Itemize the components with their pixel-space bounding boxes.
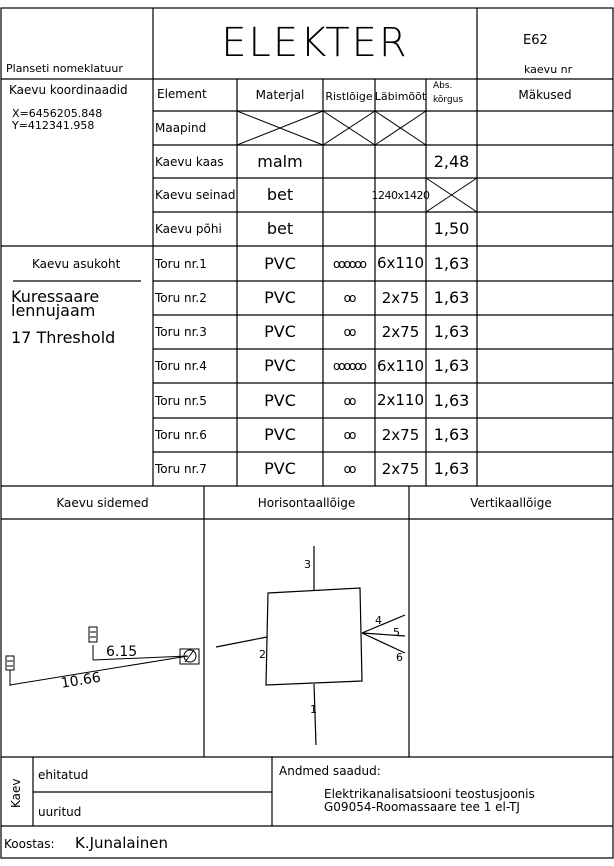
distance-label-1: 6.15 <box>106 644 138 660</box>
location-line2: lennujaam <box>11 301 96 320</box>
well-vertical-label: Kaev <box>9 778 23 808</box>
section-horizontal: Horisontaallõige <box>257 495 356 510</box>
section-vertical: Vertikaallõige <box>470 495 552 510</box>
row-cross-section: oo <box>343 428 355 442</box>
row-height: 1,63 <box>433 390 470 410</box>
row-cross-section: oo <box>343 291 355 305</box>
row-diameter: 2x75 <box>381 322 420 341</box>
row-material: PVC <box>264 425 296 444</box>
well-number-label: kaevu nr <box>524 63 573 76</box>
row-diameter <box>375 111 426 145</box>
surveyed-label: uuritud <box>38 805 82 819</box>
row-element: Toru nr.5 <box>155 393 207 408</box>
row-cross-section <box>323 111 375 145</box>
row-element: Kaevu kaas <box>155 154 224 169</box>
pipe-label-4: 4 <box>375 614 382 627</box>
row-height <box>426 111 477 145</box>
row-diameter: 1240x1420 <box>371 188 430 202</box>
row-diameter <box>375 212 426 246</box>
col-header-diameter: Läbimõõt <box>374 89 427 103</box>
row-material: PVC <box>264 459 296 478</box>
row-element: Kaevu seinad <box>155 188 236 202</box>
row-height: 1,63 <box>433 322 470 341</box>
row-material: malm <box>257 151 303 171</box>
row-element: Toru nr.1 <box>155 256 207 271</box>
row-height: 1,63 <box>433 288 470 307</box>
nomenclature-label: Planseti nomeklatuur <box>6 62 123 75</box>
row-diameter: 2x75 <box>381 425 420 444</box>
row-diameter <box>375 145 426 178</box>
row-cross-section <box>323 212 375 246</box>
coordinate-x: X=6456205.848 <box>12 107 103 120</box>
author-label: Koostas: <box>4 837 55 851</box>
row-height: 1,50 <box>433 219 470 238</box>
pipe-label-2: 2 <box>259 648 266 661</box>
row-cross-section <box>323 145 375 178</box>
location-label: Kaevu asukoht <box>32 257 121 271</box>
col-header-abs-top: Abs. <box>433 81 453 91</box>
row-material: PVC <box>264 390 296 410</box>
row-height <box>426 178 477 212</box>
row-diameter: 6x110 <box>376 356 425 375</box>
col-header-cross-section: Ristlõige <box>325 89 373 103</box>
row-diameter: 6x110 <box>376 254 425 272</box>
row-material: bet <box>266 219 294 238</box>
distance-label-2: 10.66 <box>59 669 102 692</box>
row-element: Toru nr.7 <box>155 462 207 476</box>
row-height: 1,63 <box>433 356 470 375</box>
section-connections: Kaevu sidemed <box>56 495 149 510</box>
author-name: K.Junalainen <box>75 834 169 852</box>
row-cross-section: oo <box>343 325 355 339</box>
row-height: 1,63 <box>433 253 470 273</box>
row-diameter: 2x75 <box>381 288 420 307</box>
row-material: PVC <box>264 253 296 273</box>
row-diameter: 2x75 <box>381 459 420 478</box>
row-element: Toru nr.6 <box>155 428 207 442</box>
location-line1: Kuressaare <box>11 287 100 306</box>
row-height: 1,63 <box>433 459 470 478</box>
row-cross-section: oo <box>343 462 355 476</box>
row-material: bet <box>266 185 294 204</box>
pipe-label-3: 3 <box>304 558 311 571</box>
location-line3: 17 Threshold <box>11 328 116 347</box>
row-cross-section: oooooo <box>332 256 366 271</box>
row-element: Toru nr.2 <box>155 291 207 305</box>
row-element: Toru nr.3 <box>155 325 207 339</box>
col-header-notes: Mäkused <box>518 88 572 102</box>
row-material: PVC <box>264 356 296 375</box>
row-element: Maapind <box>155 121 207 135</box>
pipe-label-6: 6 <box>396 651 403 664</box>
row-material: PVC <box>264 322 296 341</box>
col-header-abs-bottom: kõrgus <box>433 95 464 105</box>
row-cross-section: oooooo <box>332 359 366 373</box>
col-header-element: Element <box>157 87 207 101</box>
row-cross-section <box>323 178 375 212</box>
row-cross-section: oo <box>343 393 355 408</box>
row-height: 2,48 <box>433 151 470 171</box>
row-material <box>237 111 323 145</box>
pipe-label-1: 1 <box>310 703 317 716</box>
coordinates-label: Kaevu koordinaadid <box>9 83 128 97</box>
connections-drawing <box>6 627 199 686</box>
well-number: E62 <box>523 33 548 48</box>
row-element: Kaevu põhi <box>155 222 222 236</box>
row-material: PVC <box>264 288 296 307</box>
pipe-label-5: 5 <box>393 626 400 639</box>
data-source-line2: G09054-Roomassaare tee 1 el-TJ <box>324 800 520 814</box>
data-source-line1: Elektrikanalisatsiooni teostusjoonis <box>324 787 535 801</box>
page-title: ELEKTER <box>221 20 409 66</box>
built-label: ehitatud <box>38 768 89 782</box>
col-header-material: Materjal <box>255 88 305 102</box>
data-from-label: Andmed saadud: <box>279 764 381 778</box>
coordinate-y: Y=412341.958 <box>12 119 95 132</box>
row-height: 1,63 <box>433 425 470 444</box>
row-element: Toru nr.4 <box>155 359 207 373</box>
row-diameter: 2x110 <box>376 391 425 409</box>
